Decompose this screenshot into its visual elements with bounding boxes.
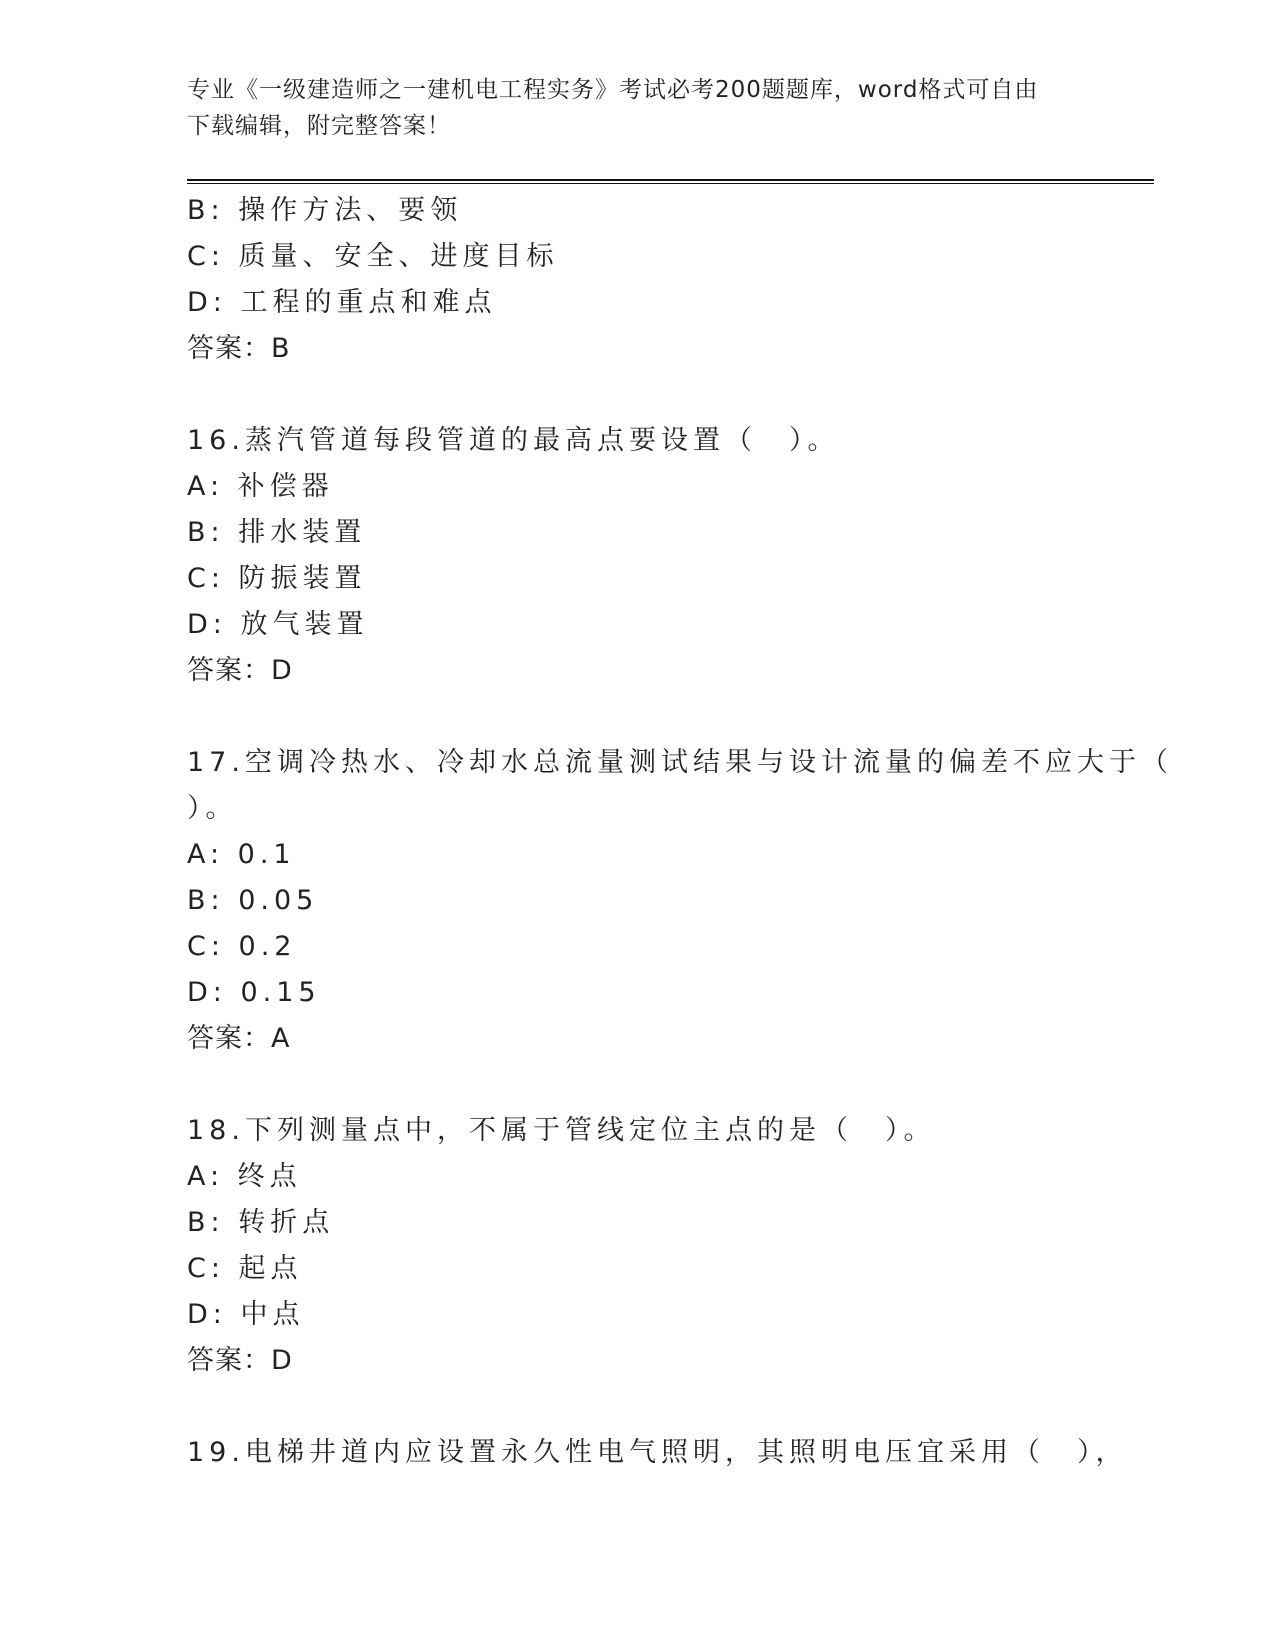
header-title-line-2: 下载编辑，附完整答案！ [187, 113, 451, 139]
option-c: C: 质量、安全、进度目标 [187, 241, 559, 272]
question-16 [187, 418, 1087, 694]
question-18 [187, 1108, 1087, 1384]
answer-label: 答案：A [187, 1023, 291, 1054]
question-19 [187, 1430, 1128, 1476]
option-b: B: 转折点 [187, 1207, 335, 1238]
document-header [187, 72, 1087, 144]
answer-label: 答案：D [187, 655, 293, 686]
header-title-line-1: 专业《一级建造师之一建机电工程实务》考试必考200题题库，word格式可自由 [187, 77, 1039, 103]
answer-label: 答案：B [187, 333, 291, 364]
option-c: C: 0.2 [187, 931, 297, 962]
question-17 [187, 740, 1173, 1062]
question-15-continued [187, 188, 1087, 372]
option-a: A: 补偿器 [187, 471, 334, 502]
question-text: 18.下列测量点中，不属于管线定位主点的是（ ）。 [187, 1115, 936, 1146]
option-d: D: 放气装置 [187, 609, 369, 640]
option-d: D: 中点 [187, 1299, 305, 1330]
header-divider-thin [187, 183, 1154, 184]
question-text-line-1: 17.空调冷热水、冷却水总流量测试结果与设计流量的偏差不应大于（ [187, 747, 1173, 778]
option-d: D: 工程的重点和难点 [187, 287, 497, 318]
option-c: C: 防振装置 [187, 563, 367, 594]
question-text: 19.电梯井道内应设置永久性电气照明，其照明电压宜采用（ ）， [187, 1437, 1128, 1468]
question-text-line-2: ）。 [187, 793, 238, 824]
option-a: A: 0.1 [187, 839, 296, 870]
question-text: 16.蒸汽管道每段管道的最高点要设置（ ）。 [187, 425, 840, 456]
question-list [187, 188, 1173, 1476]
option-b: B: 排水装置 [187, 517, 367, 548]
option-b: B: 0.05 [187, 885, 319, 916]
option-d: D: 0.15 [187, 977, 321, 1008]
answer-label: 答案：D [187, 1345, 293, 1376]
option-a: A: 终点 [187, 1161, 302, 1192]
option-b: B: 操作方法、要领 [187, 195, 463, 226]
header-divider-thick [187, 179, 1154, 181]
option-c: C: 起点 [187, 1253, 303, 1284]
